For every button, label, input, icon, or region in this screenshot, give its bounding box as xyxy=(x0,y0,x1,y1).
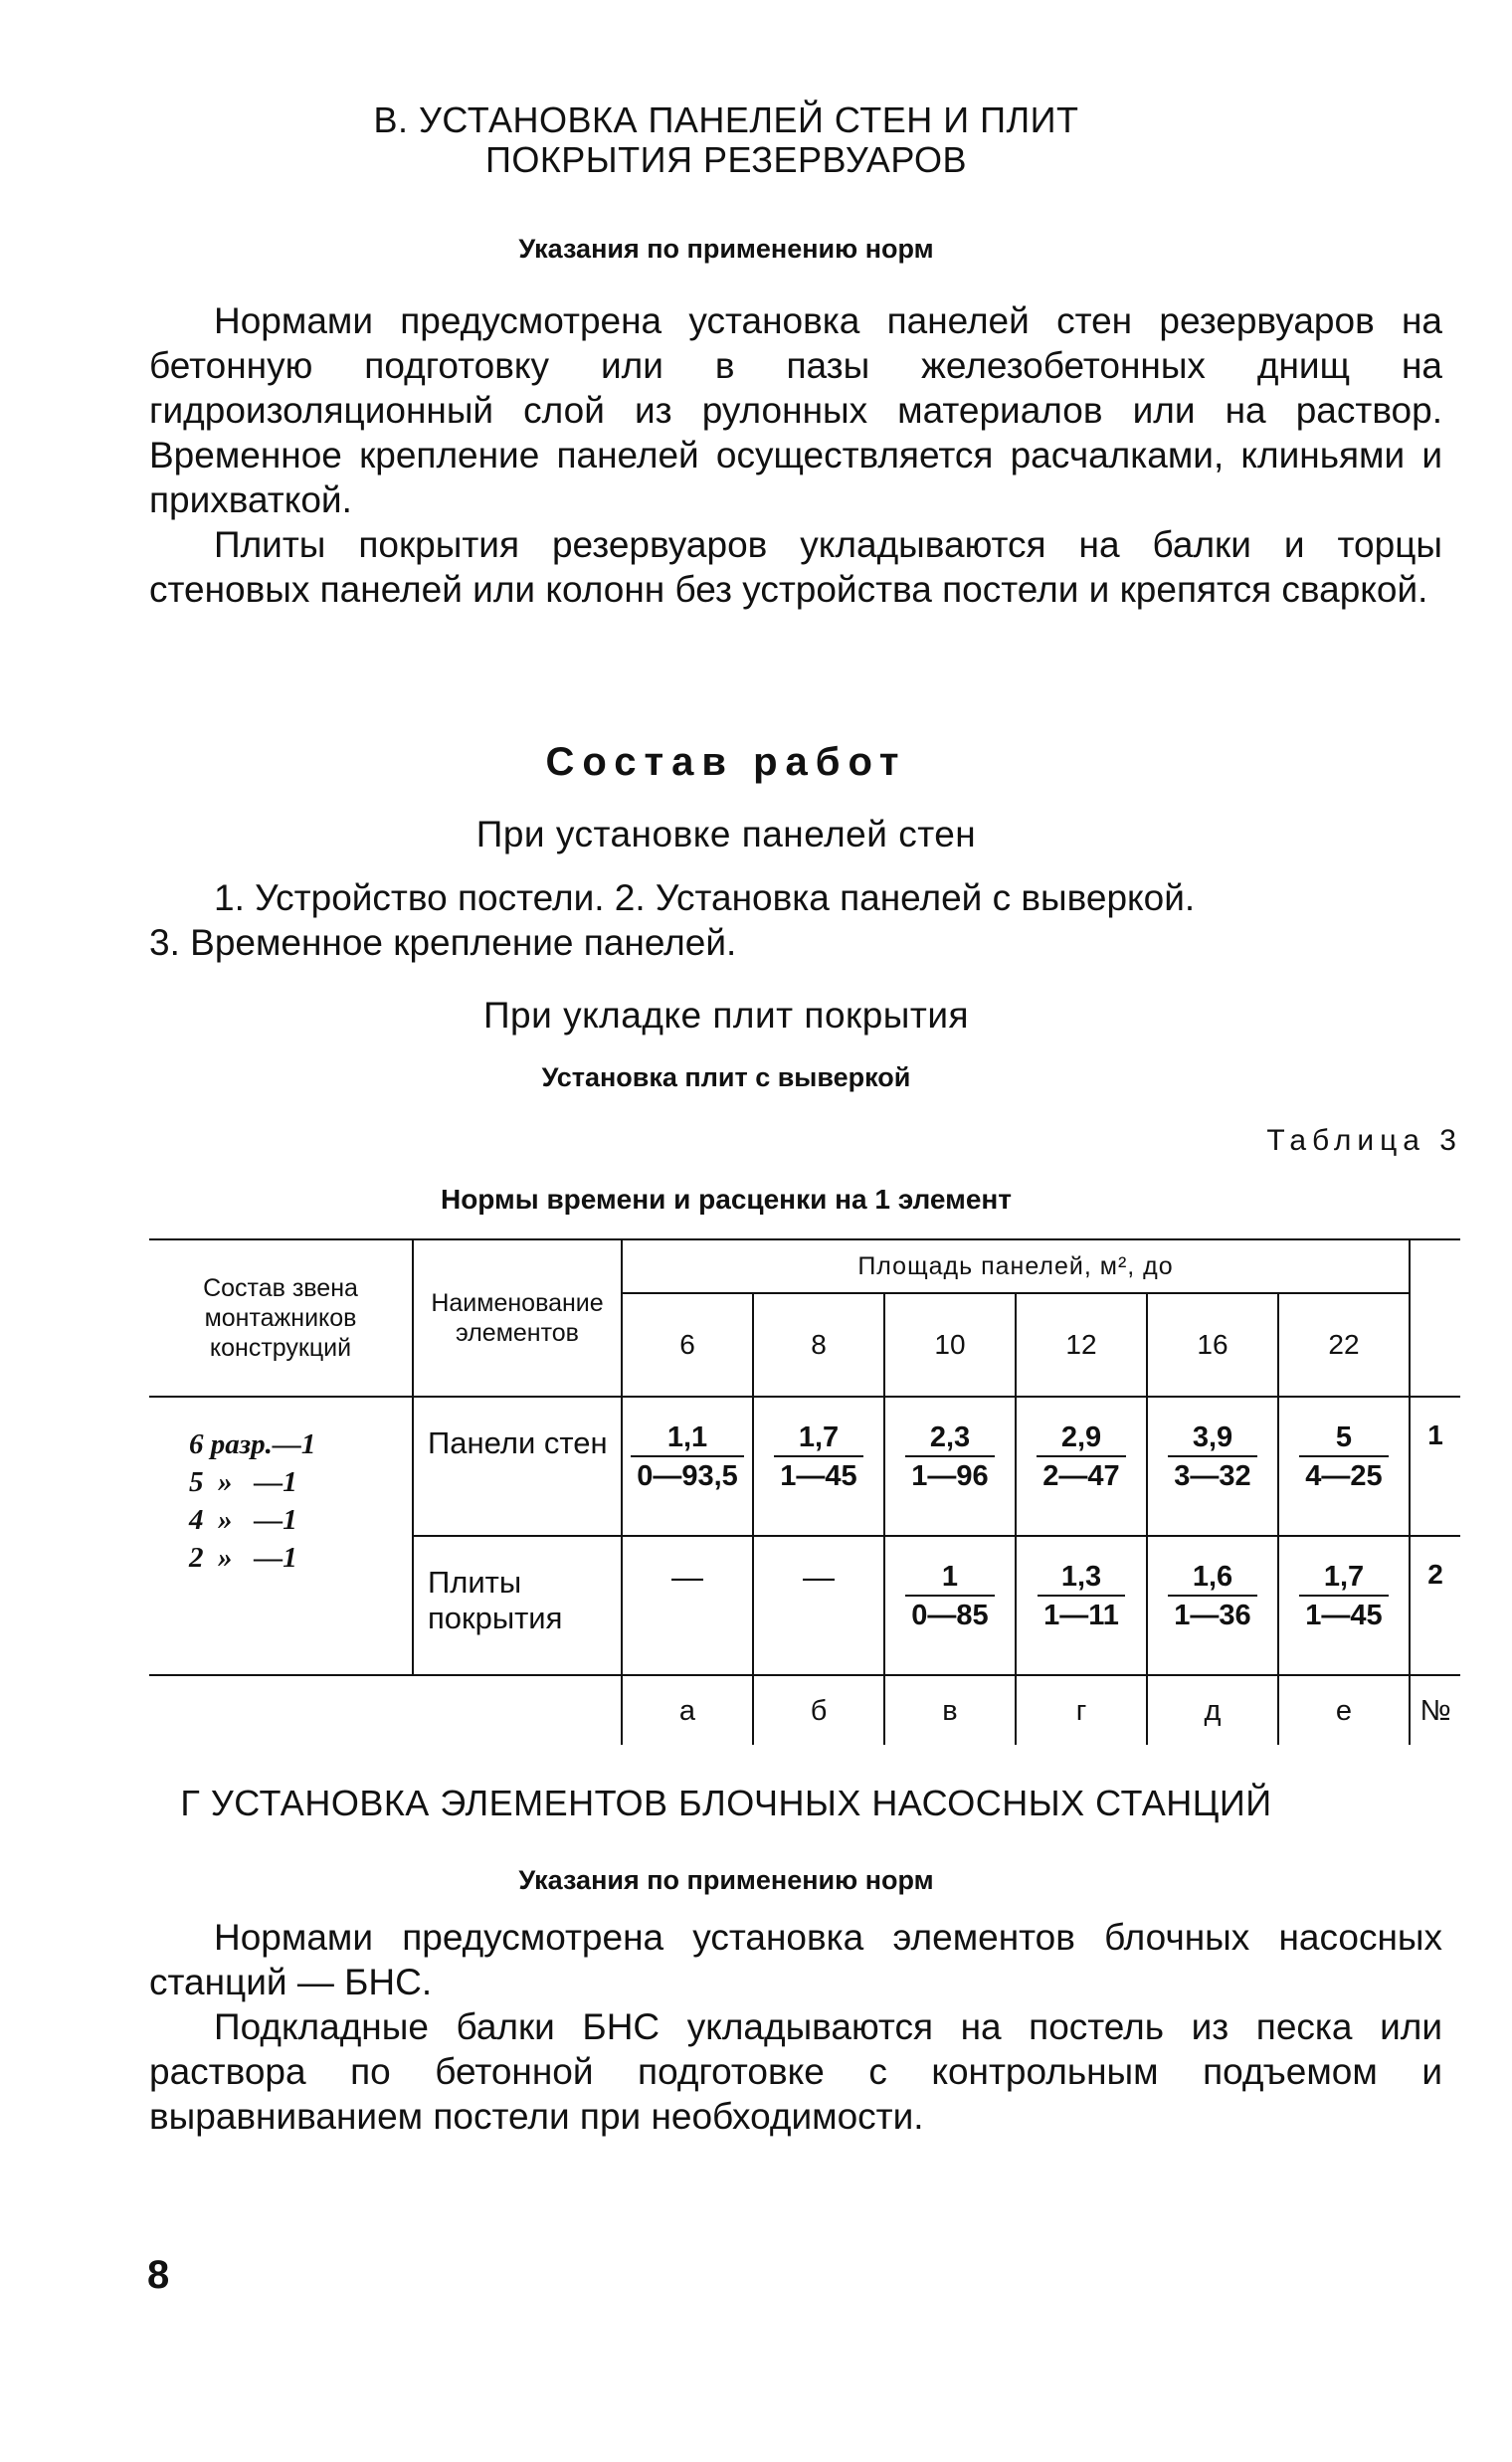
rate-cell: $\frac{5}{4—25}$ xyxy=(1278,1397,1410,1536)
header-crew: Состав звена монтажников конструкций xyxy=(149,1239,413,1397)
table-row-panels xyxy=(149,1397,1460,1536)
work-composition-sub1-text xyxy=(149,875,1442,965)
column-letter: г xyxy=(1016,1675,1147,1745)
work-composition-heading: Состав работ xyxy=(545,740,907,784)
section-v-paragraph-1: Нормами предусмотрена установка панелей стен резервуаров на бетонную подготовку или в пазы железобетонных днищ на гидроизоляционный слой из рулонных материалов или на раствор. Временное крепление панелей осуществляется расчалками, клиньями и прихваткой. xyxy=(149,300,1442,520)
row-number-2: 2 xyxy=(1410,1536,1460,1675)
column-letter: в xyxy=(884,1675,1016,1745)
element-name-panels: Панели стен xyxy=(413,1397,622,1536)
area-col-8: 8 xyxy=(753,1293,884,1397)
table-label: Таблица 3 xyxy=(1266,1124,1462,1157)
work-composition-sub2: При укладке плит покрытия xyxy=(482,995,970,1036)
work-composition-sub1: При установке панелей стен xyxy=(475,814,977,854)
section-v-text xyxy=(149,298,1442,612)
section-v-paragraph-2: Плиты покрытия резервуаров укладываются на балки и торцы стеновых панелей или колонн без устройства постели и крепятся сваркой. xyxy=(149,524,1442,610)
column-letter: е xyxy=(1278,1675,1410,1745)
header-element-name: Наименование элементов xyxy=(413,1239,622,1397)
footer-blank xyxy=(413,1675,622,1745)
rate-cell: $\frac{1,6}{1—36}$ xyxy=(1147,1536,1278,1675)
rate-cell: $\frac{1,3}{1—11}$ xyxy=(1016,1536,1147,1675)
area-col-12: 12 xyxy=(1016,1293,1147,1397)
sub1-text-line1: 1. Устройство постели. 2. Установка панелей с выверкой. xyxy=(214,877,1196,918)
rate-cell: $\frac{1}{0—85}$ xyxy=(884,1536,1016,1675)
sub1-text-line2: 3. Временное крепление панелей. xyxy=(149,922,737,963)
crew-line: 5 » —1 xyxy=(189,1466,297,1498)
crew-line: 6 разр.—1 xyxy=(189,1428,316,1460)
element-name-slabs: Плиты покрытия xyxy=(413,1536,622,1675)
area-col-10: 10 xyxy=(884,1293,1016,1397)
table-header-row-1 xyxy=(149,1239,1460,1293)
section-g-paragraph-2: Подкладные балки БНС укладываются на постель из песка или раствора по бетонной подготовке с контрольным подъемом и выравниванием постели при необходимости. xyxy=(149,2006,1442,2137)
rate-cell-dash: — xyxy=(753,1536,884,1675)
table-footer-row xyxy=(149,1675,1460,1745)
footer-blank xyxy=(149,1675,413,1745)
page-number: 8 xyxy=(147,2253,170,2297)
area-col-16: 16 xyxy=(1147,1293,1278,1397)
rate-cell: $\frac{2,9}{2—47}$ xyxy=(1016,1397,1147,1536)
rate-cell: $\frac{3,9}{3—32}$ xyxy=(1147,1397,1278,1536)
crew-line: 2 » —1 xyxy=(189,1542,297,1574)
table-caption: Нормы времени и расценки на 1 элемент xyxy=(440,1184,1013,1215)
column-letter: а xyxy=(622,1675,753,1745)
header-area: Площадь панелей, м², до xyxy=(622,1239,1410,1293)
section-g-paragraph-1: Нормами предусмотрена установка элементов блочных насосных станций — БНС. xyxy=(149,1917,1442,2002)
work-composition-sub2-note: Установка плит с выверкой xyxy=(541,1062,911,1092)
section-v-note-heading: Указания по применению норм xyxy=(518,234,934,264)
rate-cell: $\frac{1,1}{0—93,5}$ xyxy=(622,1397,753,1536)
area-col-6: 6 xyxy=(622,1293,753,1397)
row-number-1: 1 xyxy=(1410,1397,1460,1536)
crew-line: 4 » —1 xyxy=(189,1504,297,1536)
section-g-note-heading: Указания по применению норм xyxy=(518,1865,934,1895)
column-letter: д xyxy=(1147,1675,1278,1745)
crew-composition xyxy=(149,1397,413,1675)
section-v-title-line2: ПОКРЫТИЯ РЕЗЕРВУАРОВ xyxy=(484,139,968,180)
column-number-sign: № xyxy=(1410,1675,1460,1745)
norms-table xyxy=(149,1238,1460,1745)
section-g-text xyxy=(149,1915,1442,2139)
rate-cell: $\frac{1,7}{1—45}$ xyxy=(1278,1536,1410,1675)
section-g-title: Г УСТАНОВКА ЭЛЕМЕНТОВ БЛОЧНЫХ НАСОСНЫХ СТАНЦИЙ xyxy=(180,1783,1272,1823)
column-letter: б xyxy=(753,1675,884,1745)
rate-cell-dash: — xyxy=(622,1536,753,1675)
rate-cell: $\frac{1,7}{1—45}$ xyxy=(753,1397,884,1536)
area-col-22: 22 xyxy=(1278,1293,1410,1397)
rate-cell: $\frac{2,3}{1—96}$ xyxy=(884,1397,1016,1536)
header-num-blank xyxy=(1410,1239,1460,1397)
section-v-title-line1: В. УСТАНОВКА ПАНЕЛЕЙ СТЕН И ПЛИТ xyxy=(373,99,1079,140)
